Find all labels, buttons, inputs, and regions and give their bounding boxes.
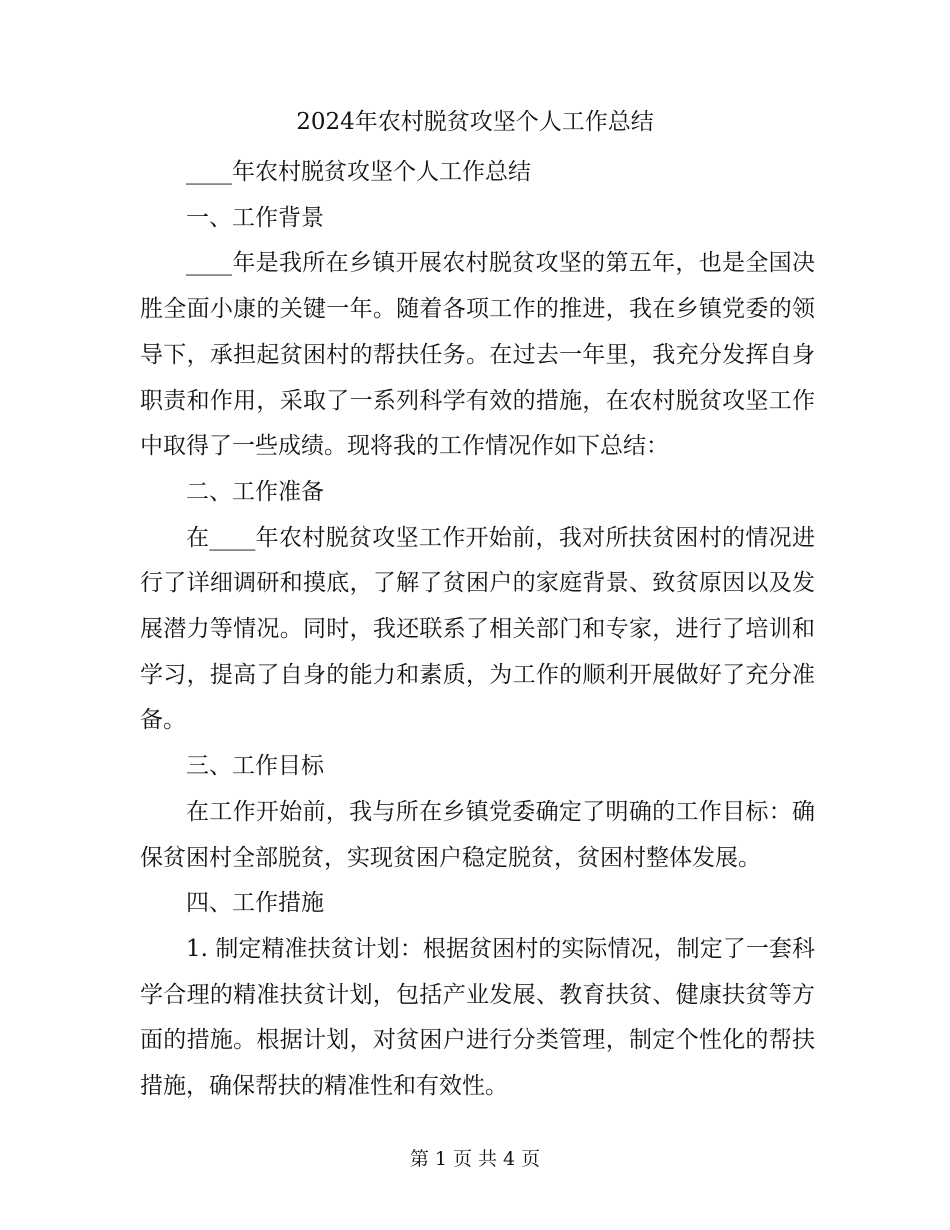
page-footer: 第 1 页 共 4 页 [409, 1148, 541, 1170]
document-title: 2024年农村脱贫攻坚个人工作总结 [296, 109, 654, 135]
subtitle-paragraph: ____年农村脱贫攻坚个人工作总结 [186, 159, 531, 185]
paragraph-goals: 在工作开始前，我与所在乡镇党委确定了明确的工作目标：确保贫困村全部脱贫，实现贫困户稳定脱贫，贫困村整体发展。 [140, 798, 815, 871]
section-heading-goals: 三、工作目标 [186, 753, 324, 780]
paragraph-measure-1: 1. 制定精准扶贫计划：根据贫困村的实际情况，制定了一套科学合理的精准扶贫计划，包括产业发展、教育扶贫、健康扶贫等方面的措施。根据计划，对贫困户进行分类管理，制定个性化的帮扶措施，确保帮扶的精准性和有效性。 [140, 935, 815, 1100]
section-heading-preparation: 二、工作准备 [186, 478, 324, 505]
section-heading-background: 一、工作背景 [186, 204, 324, 231]
section-heading-measures: 四、工作措施 [186, 890, 324, 917]
paragraph-preparation: 在____年农村脱贫攻坚工作开始前，我对所扶贫困村的情况进行了详细调研和摸底，了解了贫困户的家庭背景、致贫原因以及发展潜力等情况。同时，我还联系了相关部门和专家，进行了培训和学习，提高了自身的能力和素质，为工作的顺利开展做好了充分准备。 [140, 524, 815, 734]
paragraph-background: ____年是我所在乡镇开展农村脱贫攻坚的第五年，也是全国决胜全面小康的关键一年。随着各项工作的推进，我在乡镇党委的领导下，承担起贫困村的帮扶任务。在过去一年里，我充分发挥自身职责和作用，采取了一系列科学有效的措施，在农村脱贫攻坚工作中取得了一些成绩。现将我的工作情况作如下总结： [140, 250, 815, 460]
document-body [140, 150, 815, 1110]
